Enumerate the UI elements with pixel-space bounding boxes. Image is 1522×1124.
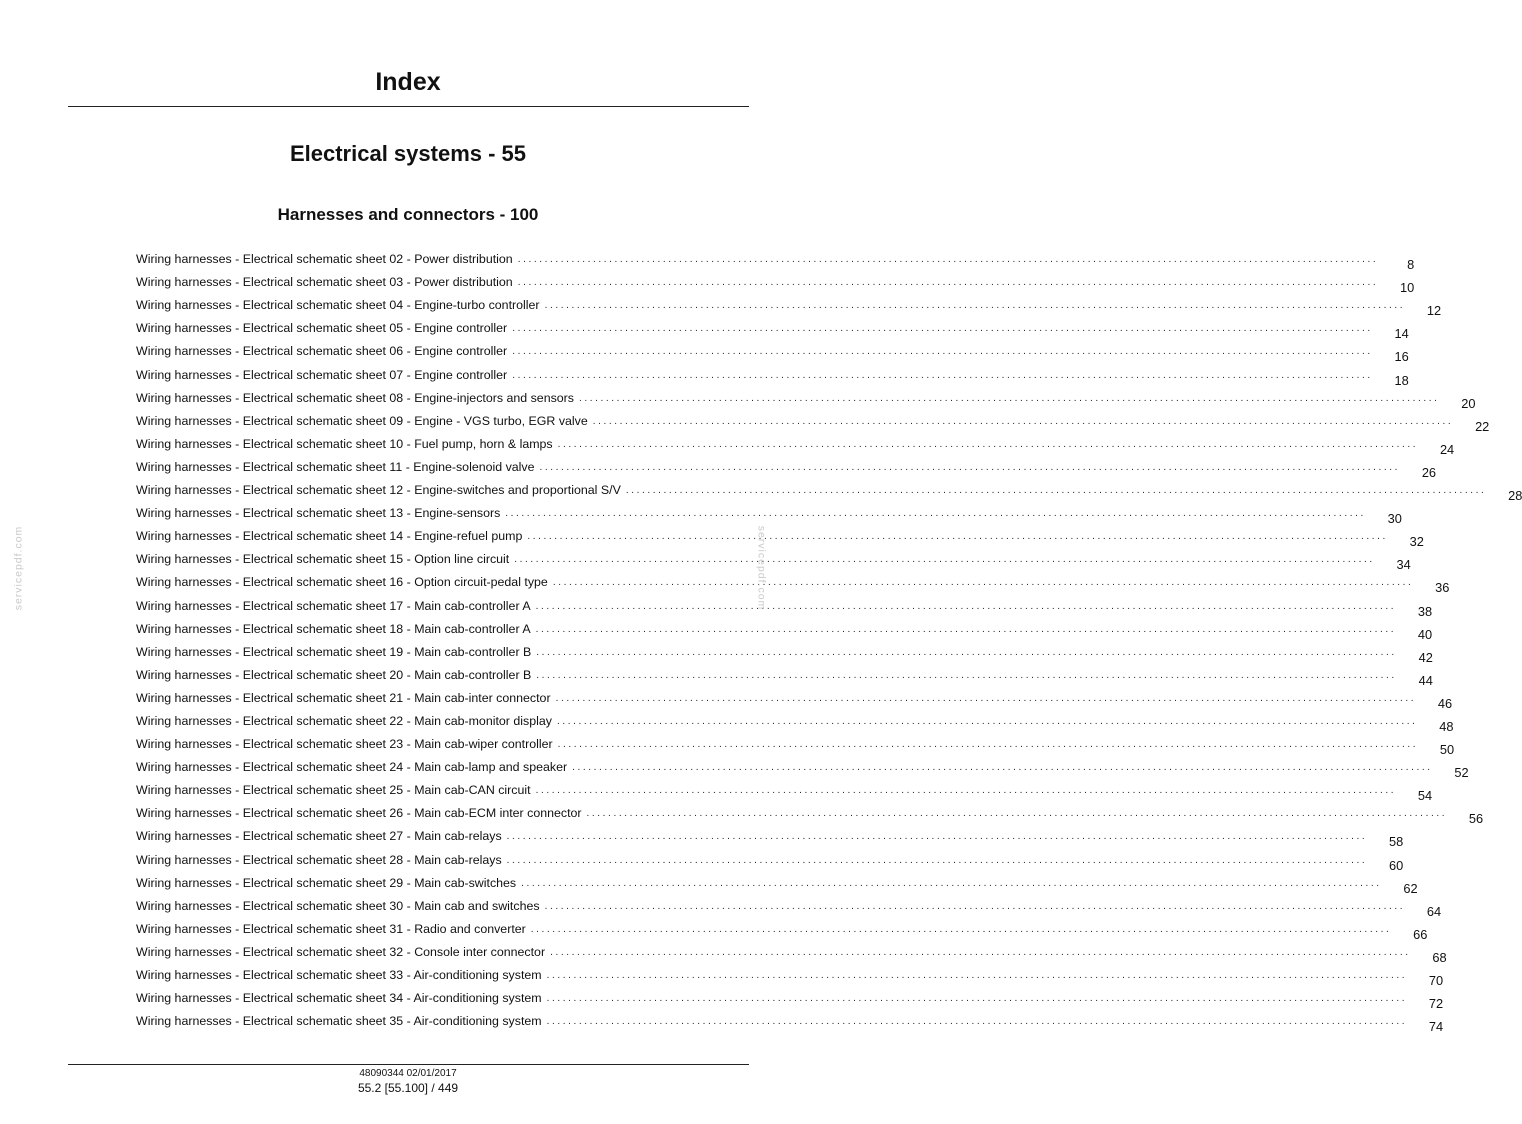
toc-entry-title: Wiring harnesses - Electrical schematic sheet 18 - Main cab-controller A: [136, 621, 531, 636]
toc-entry-page: 32: [1409, 534, 1424, 550]
dot-leader: ................................................................................................................................................................: [555, 692, 1417, 704]
toc-entry-title: Wiring harnesses - Electrical schematic sheet 07 - Engine controller: [136, 367, 508, 382]
dot-leader: ................................................................................................................................................................: [552, 577, 1414, 589]
toc-entry[interactable]: [136, 313, 1409, 342]
toc-entry-page: 56: [1468, 811, 1484, 827]
toc-entry-page: 20: [1461, 395, 1476, 411]
watermark-right: servicepdf.com: [755, 525, 768, 611]
toc-entry[interactable]: [136, 1006, 1444, 1035]
toc-entry[interactable]: [136, 937, 1447, 965]
toc-entry[interactable]: [136, 452, 1437, 480]
dot-leader: ................................................................................................................................................................: [546, 993, 1408, 1005]
dot-leader: ................................................................................................................................................................: [506, 854, 1368, 866]
toc-entry-title: Wiring harnesses - Electrical schematic sheet 12 - Engine-switches and proportional S/V: [136, 483, 621, 498]
dot-leader: ................................................................................................................................................................: [517, 254, 1379, 266]
toc-entry[interactable]: [136, 637, 1433, 665]
dot-leader: ................................................................................................................................................................: [544, 300, 1406, 312]
dot-leader: ................................................................................................................................................................: [535, 785, 1397, 797]
toc-entry-title: Wiring harnesses - Electrical schematic sheet 22 - Main cab-monitor display: [136, 713, 552, 728]
toc-entry-page: 72: [1428, 996, 1444, 1012]
header-divider: [68, 106, 749, 107]
toc-entry-page: 18: [1394, 372, 1409, 388]
dot-leader: ................................................................................................................................................................: [512, 323, 1373, 335]
toc-entry-title: Wiring harnesses - Electrical schematic sheet 19 - Main cab-controller B: [136, 644, 532, 659]
dot-leader: ................................................................................................................................................................: [517, 277, 1379, 289]
dot-leader: ................................................................................................................................................................: [546, 1016, 1408, 1028]
toc-entry[interactable]: [136, 614, 1433, 642]
toc-entry[interactable]: [136, 521, 1424, 550]
dot-leader: ................................................................................................................................................................: [625, 485, 1487, 497]
toc-entry[interactable]: [136, 798, 1484, 827]
toc-entry-title: Wiring harnesses - Electrical schematic sheet 04 - Engine-turbo controller: [136, 298, 540, 313]
toc-entry-page: 74: [1428, 1019, 1444, 1035]
toc-entry-title: Wiring harnesses - Electrical schematic sheet 14 - Engine-refuel pump: [136, 529, 523, 544]
toc-entry-page: 12: [1426, 303, 1442, 319]
dot-leader: ................................................................................................................................................................: [557, 438, 1419, 450]
dot-leader: ................................................................................................................................................................: [512, 369, 1373, 381]
toc-entry[interactable]: [136, 359, 1409, 388]
toc-entry-title: Wiring harnesses - Electrical schematic sheet 08 - Engine-injectors and sensors: [136, 390, 574, 405]
toc-entry-page: 70: [1428, 973, 1444, 988]
toc-entry[interactable]: [136, 891, 1442, 919]
toc-entry-page: 38: [1417, 603, 1433, 619]
dot-leader: ................................................................................................................................................................: [505, 508, 1366, 520]
dot-leader: ................................................................................................................................................................: [506, 831, 1368, 843]
toc-entry-title: Wiring harnesses - Electrical schematic sheet 09 - Engine - VGS turbo, EGR valve: [136, 413, 588, 428]
toc-entry[interactable]: [136, 498, 1402, 527]
dot-leader: ................................................................................................................................................................: [536, 646, 1397, 658]
dot-leader: ................................................................................................................................................................: [527, 531, 1388, 543]
toc-entry[interactable]: [136, 683, 1453, 711]
toc-entry-page: 22: [1475, 418, 1490, 434]
toc-entry-page: 68: [1432, 949, 1447, 965]
toc-entry-title: Wiring harnesses - Electrical schematic sheet 20 - Main cab-controller B: [136, 667, 532, 682]
subsection-title: Harnesses and connectors - 100: [277, 205, 539, 224]
toc-entry-title: Wiring harnesses - Electrical schematic sheet 05 - Engine controller: [136, 321, 508, 336]
toc-entry[interactable]: [136, 775, 1433, 804]
toc-entry-title: Wiring harnesses - Electrical schematic sheet 34 - Air-conditioning system: [136, 991, 542, 1006]
toc-entry[interactable]: [136, 267, 1415, 296]
toc-entry-title: Wiring harnesses - Electrical schematic sheet 26 - Main cab-ECM inter connector: [136, 806, 582, 821]
dot-leader: ................................................................................................................................................................: [539, 461, 1401, 473]
toc-entry-page: 30: [1387, 511, 1402, 527]
toc-entry[interactable]: [136, 244, 1415, 273]
toc-entry[interactable]: [136, 844, 1404, 873]
toc-entry-page: 40: [1417, 626, 1433, 642]
toc-entry-page: 36: [1435, 580, 1450, 596]
dot-leader: ................................................................................................................................................................: [535, 600, 1397, 612]
toc-entry-page: 10: [1399, 280, 1415, 296]
toc-entry[interactable]: [136, 660, 1433, 688]
toc-entry[interactable]: [136, 868, 1418, 896]
dot-leader: ................................................................................................................................................................: [536, 669, 1397, 681]
dot-leader: ................................................................................................................................................................: [592, 415, 1454, 427]
section-title: Electrical systems - 55: [289, 141, 527, 166]
toc-entry[interactable]: [136, 914, 1428, 942]
toc-entry-page: 16: [1394, 349, 1409, 365]
toc-entry-title: Wiring harnesses - Electrical schematic sheet 23 - Main cab-wiper controller: [136, 737, 553, 752]
toc-entry-page: 44: [1418, 672, 1433, 688]
toc-entry-page: 64: [1426, 903, 1442, 919]
toc-entry-page: 66: [1413, 926, 1428, 942]
toc-entry-title: Wiring harnesses - Electrical schematic sheet 24 - Main cab-lamp and speaker: [136, 760, 568, 775]
toc-entry-page: 62: [1403, 880, 1418, 896]
toc-entry[interactable]: [136, 567, 1450, 596]
toc-entry-page: 46: [1437, 695, 1453, 711]
watermark-left: servicepdf.com: [12, 525, 25, 611]
dot-leader: ................................................................................................................................................................: [557, 739, 1419, 751]
dot-leader: ................................................................................................................................................................: [514, 554, 1375, 566]
dot-leader: ................................................................................................................................................................: [572, 762, 1433, 774]
toc-entry-title: Wiring harnesses - Electrical schematic sheet 15 - Option line circuit: [136, 552, 510, 567]
toc-entry-title: Wiring harnesses - Electrical schematic sheet 30 - Main cab and switches: [136, 898, 540, 913]
toc-entry-title: Wiring harnesses - Electrical schematic sheet 13 - Engine-sensors: [136, 506, 501, 521]
toc-entry[interactable]: [136, 429, 1455, 457]
toc-entry-page: 28: [1508, 488, 1522, 504]
toc-entry-title: Wiring harnesses - Electrical schematic sheet 06 - Engine controller: [136, 344, 508, 359]
footer-page-ref: 55.2 [55.100] / 449: [357, 1081, 459, 1095]
toc-entry[interactable]: [136, 475, 1522, 504]
toc-entry-title: Wiring harnesses - Electrical schematic sheet 11 - Engine-solenoid valve: [136, 459, 535, 474]
dot-leader: ................................................................................................................................................................: [556, 715, 1418, 727]
toc-entry-title: Wiring harnesses - Electrical schematic sheet 35 - Air-conditioning system: [136, 1014, 542, 1029]
toc-entry-title: Wiring harnesses - Electrical schematic sheet 02 - Power distribution: [136, 252, 513, 267]
toc-entry[interactable]: [136, 383, 1476, 411]
toc-entry-title: Wiring harnesses - Electrical schematic sheet 25 - Main cab-CAN circuit: [136, 783, 531, 798]
toc-entry[interactable]: [136, 729, 1455, 758]
toc-entry-page: 50: [1439, 742, 1455, 758]
dot-leader: ................................................................................................................................................................: [550, 946, 1411, 958]
toc-entry-title: Wiring harnesses - Electrical schematic sheet 28 - Main cab-relays: [136, 852, 502, 867]
dot-leader: ................................................................................................................................................................: [546, 970, 1408, 981]
footer-divider: [68, 1064, 749, 1065]
toc-entry-title: Wiring harnesses - Electrical schematic sheet 21 - Main cab-inter connector: [136, 690, 551, 705]
toc-entry-title: Wiring harnesses - Electrical schematic sheet 33 - Air-conditioning system: [136, 968, 542, 982]
toc-entry-page: 26: [1421, 464, 1437, 480]
dot-leader: ................................................................................................................................................................: [579, 392, 1440, 404]
toc-entry[interactable]: [136, 336, 1409, 365]
toc-entry-title: Wiring harnesses - Electrical schematic sheet 03 - Power distribution: [136, 275, 513, 290]
dot-leader: ................................................................................................................................................................: [521, 877, 1382, 889]
toc-entry-title: Wiring harnesses - Electrical schematic sheet 17 - Main cab-controller A: [136, 598, 531, 613]
toc-entry[interactable]: [136, 960, 1444, 988]
toc-entry[interactable]: [136, 290, 1442, 319]
toc-entry[interactable]: [136, 544, 1411, 573]
toc-entry-page: 52: [1454, 765, 1469, 781]
toc-entry[interactable]: [136, 406, 1490, 434]
toc-entry-page: 48: [1439, 718, 1454, 734]
toc-entry-page: 34: [1396, 557, 1411, 573]
toc-entry-page: 42: [1418, 649, 1433, 665]
toc-entry[interactable]: [136, 821, 1404, 850]
dot-leader: ................................................................................................................................................................: [530, 923, 1392, 935]
toc-entry-page: 54: [1417, 788, 1433, 804]
dot-leader: ................................................................................................................................................................: [535, 623, 1397, 635]
toc-entry-title: Wiring harnesses - Electrical schematic sheet 16 - Option circuit-pedal type: [136, 575, 548, 590]
toc-entry[interactable]: [136, 590, 1433, 619]
toc-entry-page: 24: [1439, 441, 1455, 457]
dot-leader: ................................................................................................................................................................: [512, 346, 1373, 358]
toc-entry[interactable]: [136, 983, 1444, 1012]
toc-entry[interactable]: [136, 752, 1469, 781]
toc-entry-page: 8: [1407, 257, 1415, 273]
footer-doc-code: 48090344 02/01/2017: [359, 1068, 457, 1079]
toc-entry-title: Wiring harnesses - Electrical schematic sheet 32 - Console inter connector: [136, 944, 546, 959]
toc-entry-title: Wiring harnesses - Electrical schematic sheet 31 - Radio and converter: [136, 921, 526, 936]
toc-entry[interactable]: [136, 706, 1454, 734]
toc-entry-page: 58: [1388, 834, 1404, 850]
page-title: Index: [375, 68, 441, 96]
toc-entry-title: Wiring harnesses - Electrical schematic sheet 10 - Fuel pump, horn & lamps: [136, 436, 553, 451]
toc-entry-page: 60: [1388, 857, 1404, 873]
dot-leader: ................................................................................................................................................................: [586, 808, 1448, 820]
toc-entry-page: 14: [1394, 326, 1409, 342]
toc-entry-title: Wiring harnesses - Electrical schematic sheet 27 - Main cab-relays: [136, 829, 502, 844]
toc-entry-title: Wiring harnesses - Electrical schematic sheet 29 - Main cab-switches: [136, 875, 517, 890]
dot-leader: ................................................................................................................................................................: [544, 900, 1406, 912]
